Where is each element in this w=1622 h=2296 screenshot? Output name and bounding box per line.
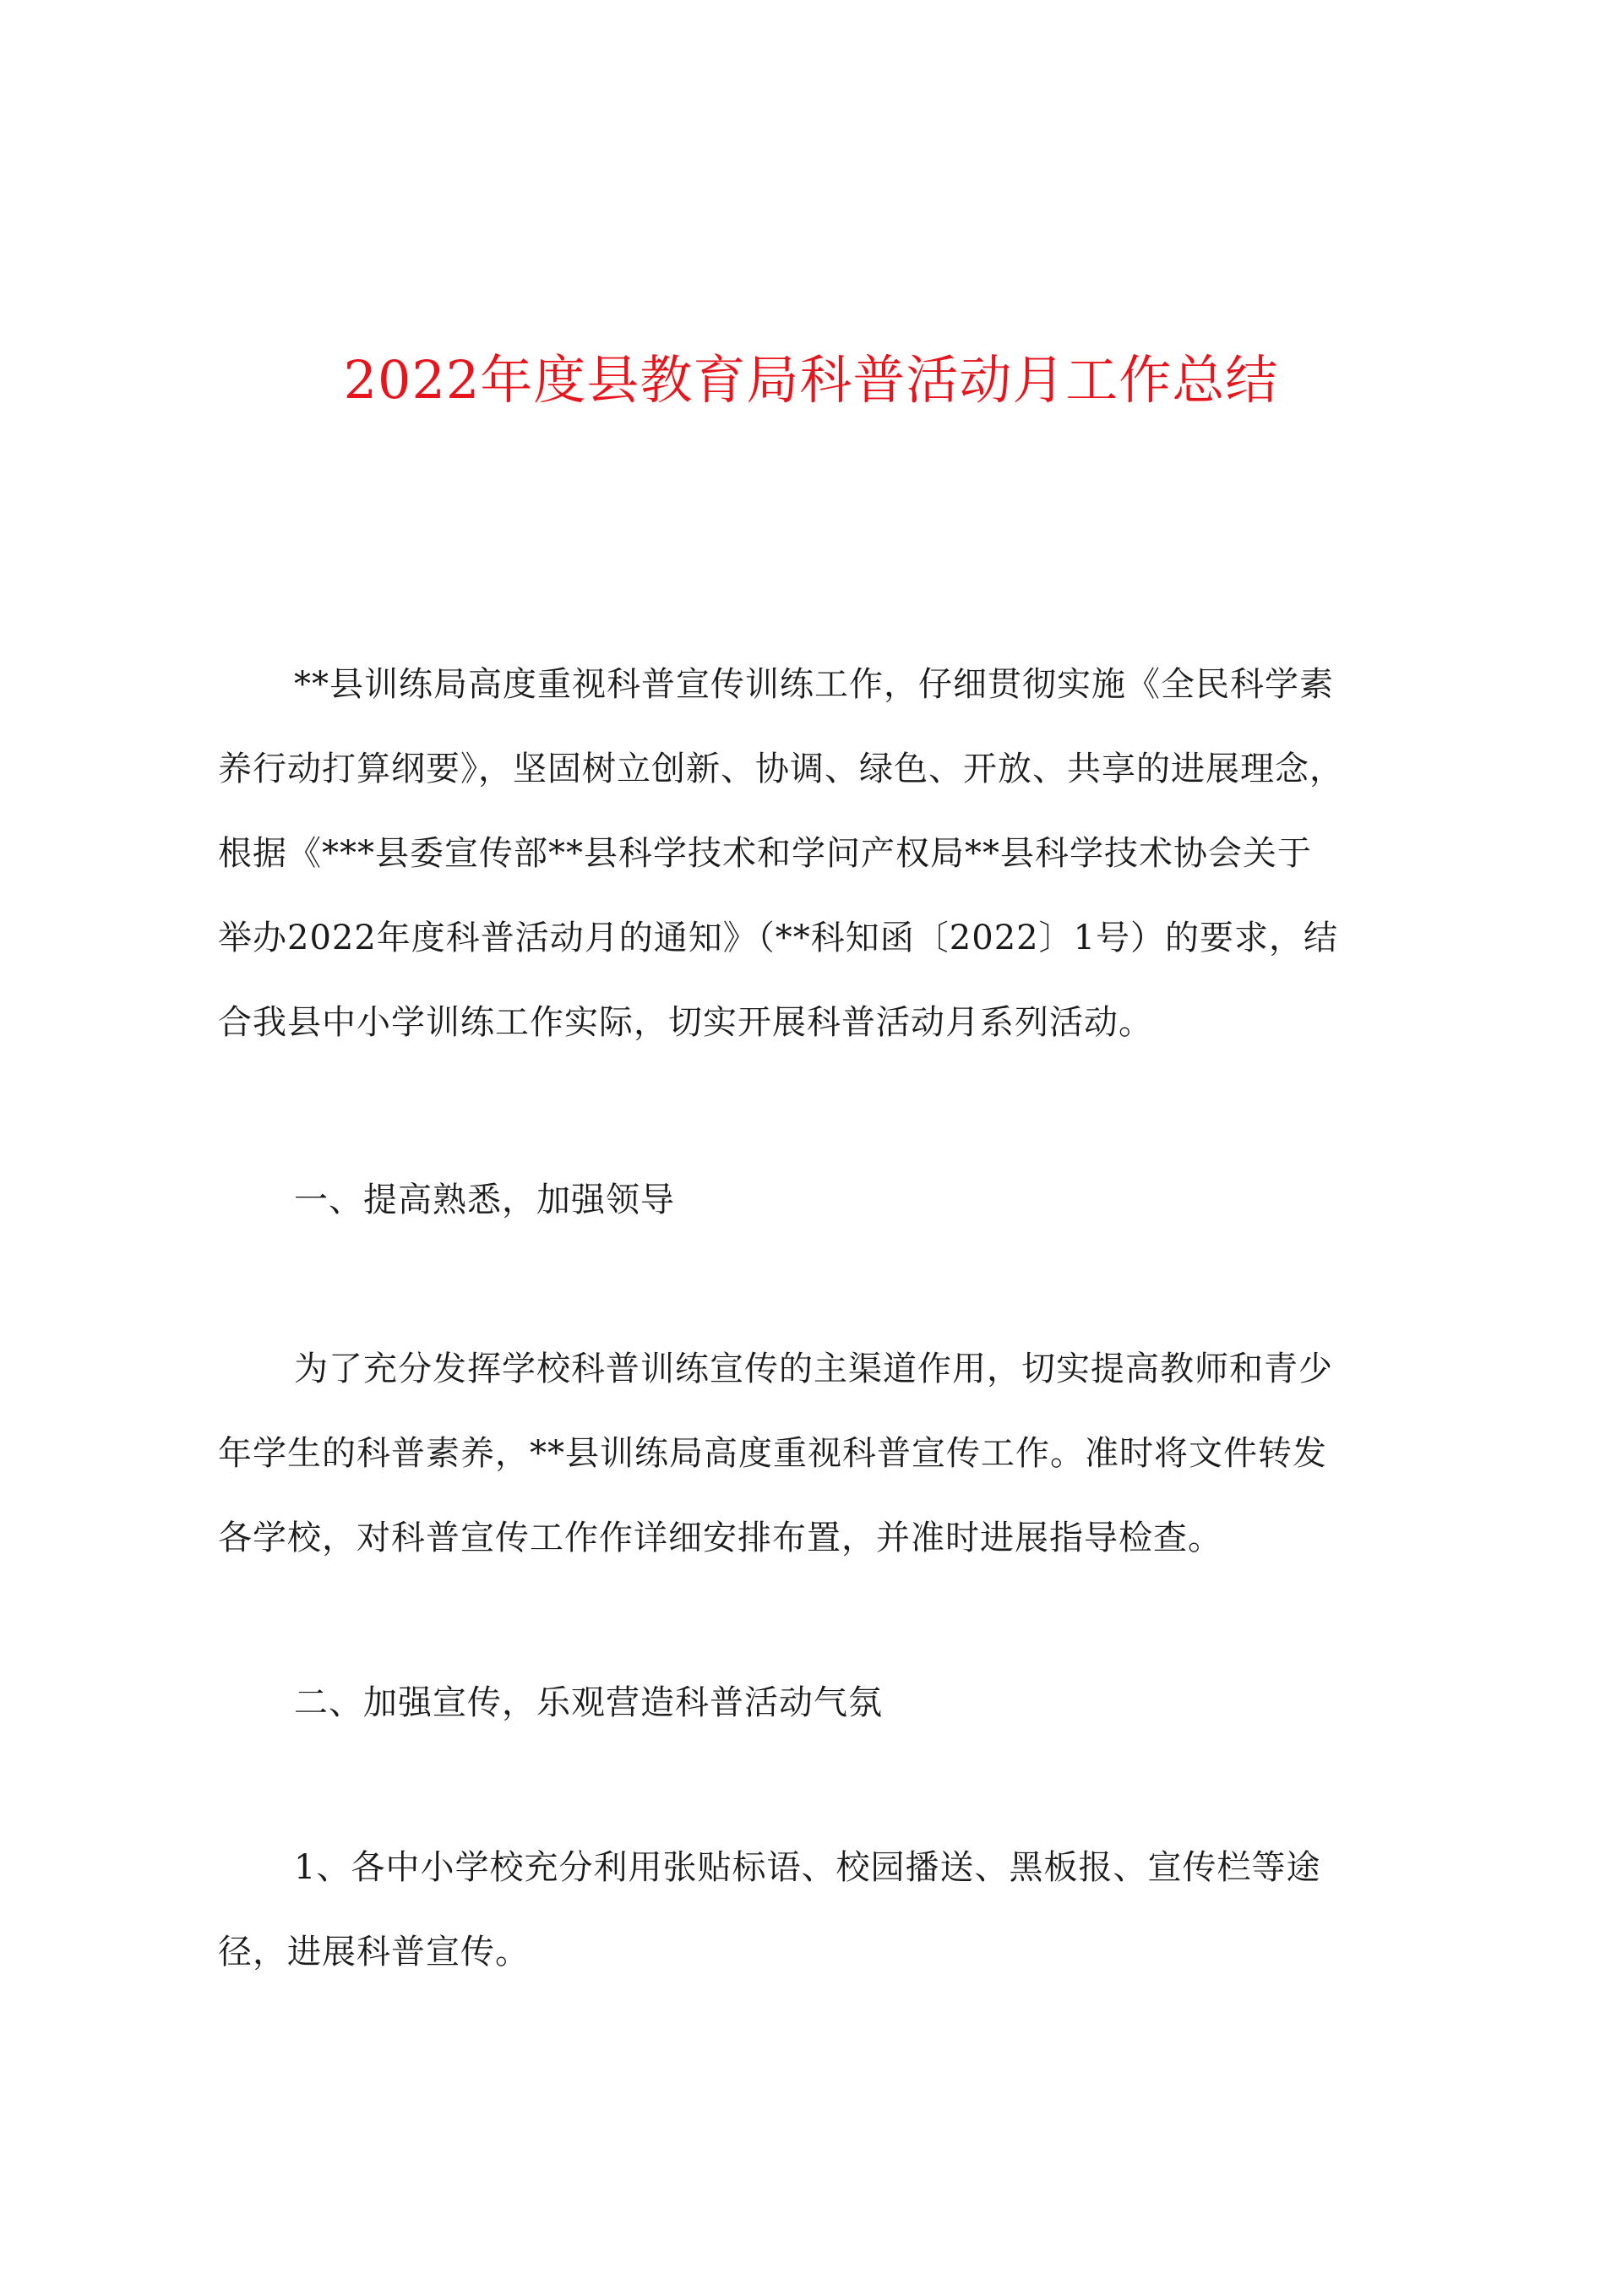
paragraph-line: **县训练局高度重视科普宣传训练工作，仔细贯彻实施《全民科学素 (294, 665, 1334, 704)
section-heading-2 (218, 1661, 1418, 1745)
paragraph-section-2 (218, 1825, 1418, 1994)
paragraph-intro (218, 642, 1418, 1065)
paragraph-line: 年学生的科普素养，**县训练局高度重视科普宣传工作。准时将文件转发 (218, 1434, 1327, 1473)
section-heading-1 (218, 1158, 1418, 1242)
paragraph-section-1 (218, 1327, 1418, 1580)
paragraph-line: 各学校，对科普宣传工作作详细安排布置，并准时进展指导检查。 (218, 1519, 1222, 1557)
paragraph-line: 1、各中小学校充分利用张贴标语、校园播送、黑板报、宣传栏等途 (294, 1848, 1321, 1887)
paragraph-line: 根据《***县委宣传部**县科学技术和学问产权局**县科学技术协会关于 (218, 834, 1312, 873)
paragraph-line: 合我县中小学训练工作实际，切实开展科普活动月系列活动。 (218, 1003, 1153, 1042)
paragraph-line: 为了充分发挥学校科普训练宣传的主渠道作用，切实提高教师和青少 (294, 1350, 1333, 1388)
section-heading-text: 一、提高熟悉，加强领导 (294, 1181, 675, 1219)
document-title: 2022年度县教育局科普活动月工作总结 (343, 349, 1279, 411)
section-heading-text: 二、加强宣传，乐观营造科普活动气氛 (294, 1683, 883, 1722)
paragraph-line: 径，进展科普宣传。 (218, 1933, 530, 1972)
paragraph-line: 举办2022年度科普活动月的通知》（**科知函〔2022〕1号）的要求，结 (218, 919, 1339, 957)
paragraph-line: 养行动打算纲要》，坚固树立创新、协调、绿色、开放、共享的进展理念， (218, 750, 1344, 788)
